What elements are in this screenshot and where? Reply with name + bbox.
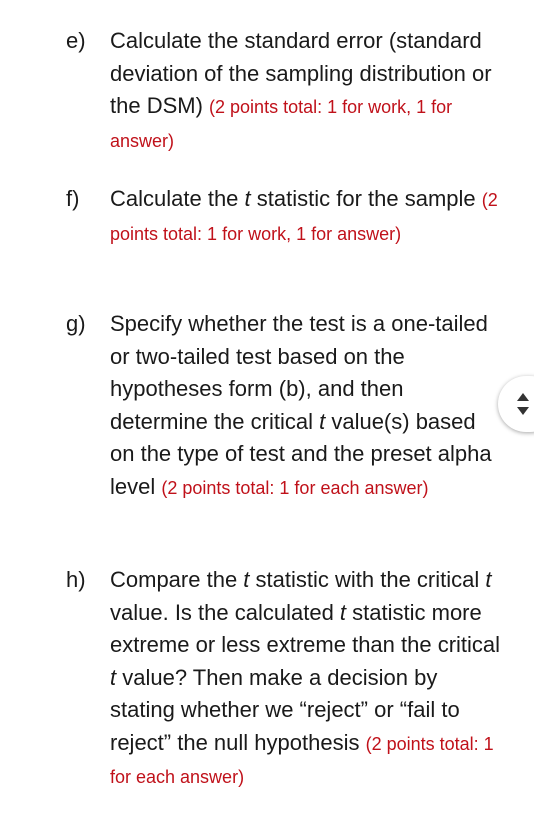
- item-letter: g): [66, 311, 86, 336]
- question-text-part: value. Is the calculated: [110, 599, 340, 625]
- question-text: [110, 183, 506, 250]
- question-text: [110, 564, 506, 794]
- question-text-part: Compare the: [110, 567, 244, 592]
- item-letter: h): [66, 567, 86, 592]
- points-note: (2 points total: 1 for work, 1 for answer): [110, 97, 453, 151]
- t-symbol: t: [319, 408, 326, 434]
- t-symbol: t: [243, 567, 250, 592]
- points-note: (2 points total: 1 for work, 1 for answer): [110, 190, 498, 244]
- t-symbol: t: [110, 664, 117, 690]
- t-symbol: t: [244, 186, 251, 211]
- question-text-part: value(s) based on the type of test and the preset alpha level: [110, 408, 492, 499]
- question-text-part: statistic with the critical: [249, 567, 486, 592]
- question-text-part: statistic for the sample: [250, 186, 482, 211]
- question-item-e: [66, 25, 506, 157]
- question-text-part: Specify whether the test is a one-tailed or two-tailed test based on the hypotheses form (b), and then determine the critical: [110, 311, 488, 434]
- question-text-part: Calculate the: [110, 186, 245, 211]
- t-symbol: t: [339, 599, 347, 625]
- up-down-arrows-icon: [516, 391, 530, 417]
- question-item-f: [66, 183, 506, 250]
- question-text-part: Calculate the standard error (standard deviation of the sampling distribution or the DSM): [110, 28, 492, 118]
- t-symbol: t: [485, 567, 492, 592]
- item-letter: f): [66, 186, 80, 211]
- question-text-part: value? Then make a decision by stating whether we “reject” or “fail to reject” the null hypothesis: [110, 664, 460, 755]
- points-note: (2 points total: 1 for each answer): [161, 477, 429, 498]
- points-note: (2 points total: 1 for each answer): [110, 733, 494, 787]
- question-text-part: statistic more extreme or less extreme than the critical: [110, 599, 501, 657]
- question-text: [110, 25, 506, 157]
- item-letter: e): [66, 28, 86, 53]
- question-text: [110, 308, 506, 504]
- question-item-g: [66, 308, 506, 504]
- question-item-h: [66, 564, 506, 794]
